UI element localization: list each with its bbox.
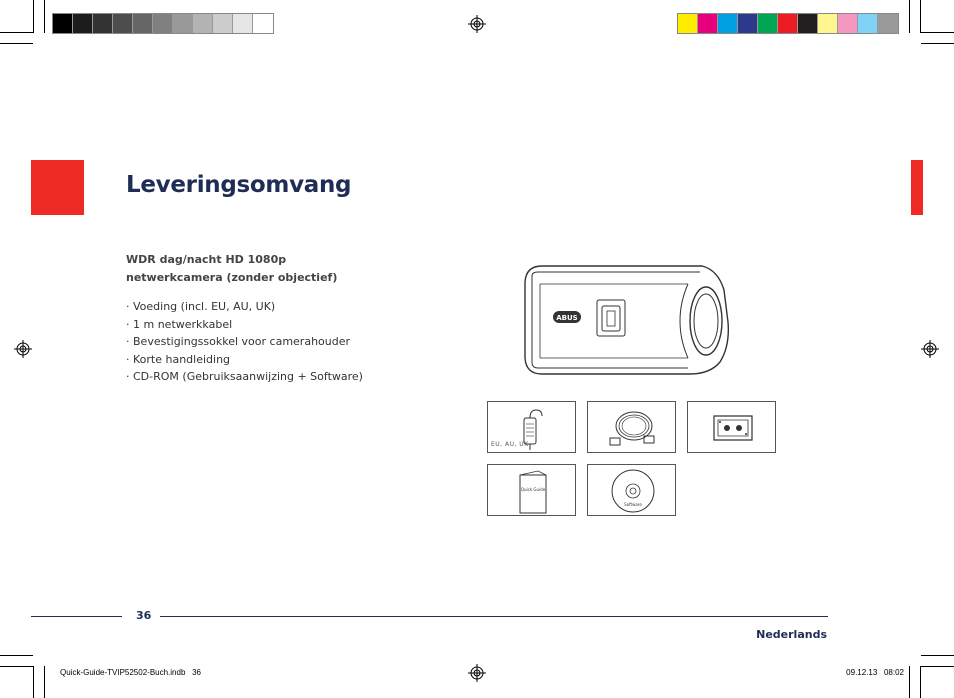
color-swatch — [778, 14, 798, 33]
print-slug-timestamp: 09.12.13 08:02 — [846, 668, 904, 677]
crop-mark — [44, 0, 45, 33]
footer-rule — [160, 616, 828, 617]
accessory-network-cable — [587, 401, 676, 453]
product-name — [126, 251, 337, 287]
crop-mark — [0, 43, 33, 44]
language-label: Nederlands — [756, 628, 827, 641]
crop-mark — [33, 0, 34, 33]
crop-mark — [33, 666, 34, 698]
crop-mark — [0, 32, 33, 33]
network-cable-icon — [606, 406, 660, 450]
crop-mark — [921, 32, 954, 33]
cd-rom-icon — [610, 468, 656, 514]
color-swatch — [173, 14, 193, 33]
power-region-label: EU, AU, UK — [491, 441, 529, 448]
color-swatch — [878, 14, 898, 33]
color-swatch — [738, 14, 758, 33]
list-item: · 1 m netwerkkabel — [126, 316, 363, 334]
list-item: · CD-ROM (Gebruiksaanwijzing + Software) — [126, 368, 363, 386]
registration-mark-icon — [14, 340, 32, 358]
crop-mark — [909, 666, 910, 698]
crop-mark — [909, 0, 910, 33]
color-swatch — [53, 14, 73, 33]
color-swatch — [233, 14, 253, 33]
color-swatch — [113, 14, 133, 33]
crop-mark — [921, 655, 954, 656]
crop-mark — [0, 666, 33, 667]
color-swatch — [758, 14, 778, 33]
print-slug-file: Quick-Guide-TVIP52502-Buch.indb 36 — [60, 668, 201, 677]
registration-mark-icon — [468, 664, 486, 682]
color-swatch — [838, 14, 858, 33]
color-swatch — [73, 14, 93, 33]
accessory-cd-rom — [587, 464, 676, 516]
accessory-power-supply — [487, 401, 576, 453]
accessory-quick-guide — [487, 464, 576, 516]
page-title: Leveringsomvang — [126, 172, 352, 198]
color-swatch — [213, 14, 233, 33]
accessory-mounting-base — [687, 401, 776, 453]
product-name-line: WDR dag/nacht HD 1080p — [126, 253, 287, 266]
page-number: 36 — [136, 609, 152, 622]
contents-list — [126, 298, 363, 386]
crop-mark — [921, 666, 954, 667]
crop-mark — [0, 655, 33, 656]
crop-mark — [920, 0, 921, 33]
process-color-bar — [677, 13, 899, 34]
color-swatch — [818, 14, 838, 33]
color-swatch — [253, 14, 273, 33]
mounting-base-icon — [710, 412, 756, 444]
red-accent-block — [31, 160, 84, 215]
list-item: · Korte handleiding — [126, 351, 363, 369]
quick-guide-label: Quick Guide — [520, 487, 546, 492]
crop-mark — [920, 666, 921, 698]
color-swatch — [133, 14, 153, 33]
camera-logo: ABUS — [556, 314, 578, 322]
color-swatch — [93, 14, 113, 33]
crop-mark — [921, 43, 954, 44]
camera-illustration — [520, 262, 734, 378]
list-item: · Voeding (incl. EU, AU, UK) — [126, 298, 363, 316]
color-swatch — [153, 14, 173, 33]
footer-rule — [31, 616, 122, 617]
registration-mark-icon — [468, 15, 486, 33]
color-swatch — [678, 14, 698, 33]
color-swatch — [698, 14, 718, 33]
cd-label: Software — [624, 502, 642, 507]
quick-guide-icon — [518, 469, 548, 515]
list-item: · Bevestigingssokkel voor camerahouder — [126, 333, 363, 351]
registration-mark-icon — [921, 340, 939, 358]
product-name-line: netwerkcamera (zonder objectief) — [126, 271, 338, 284]
color-swatch — [718, 14, 738, 33]
red-accent-tab — [911, 160, 923, 215]
gray-color-bar — [52, 13, 274, 34]
crop-mark — [44, 666, 45, 698]
color-swatch — [193, 14, 213, 33]
color-swatch — [858, 14, 878, 33]
color-swatch — [798, 14, 818, 33]
